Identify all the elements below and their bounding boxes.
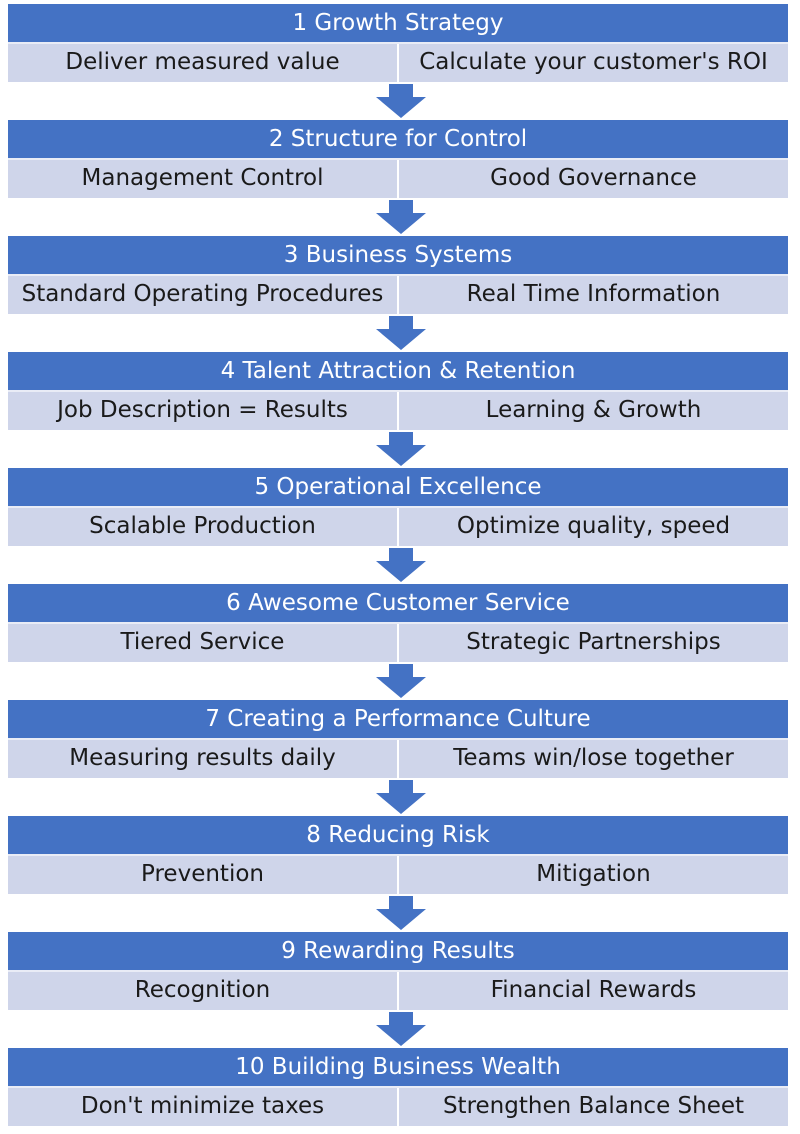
step-3-title: 3 Business Systems [8, 236, 788, 274]
step-3-right-item: Real Time Information [397, 274, 788, 314]
step-9-right-item: Financial Rewards [397, 970, 788, 1010]
step-5-left-item: Scalable Production [89, 513, 316, 539]
step-6-left-item: Tiered Service [120, 629, 285, 655]
down-arrow-icon [376, 432, 426, 466]
step-1-left-item: Deliver measured value [65, 49, 340, 75]
step-9-title: 9 Rewarding Results [8, 932, 788, 970]
step-4-right-item: Learning & Growth [397, 390, 788, 430]
step-7-left-item: Measuring results daily [69, 745, 336, 771]
down-arrow-icon [376, 316, 426, 350]
step-10 [8, 1048, 788, 1126]
step-5-title: 5 Operational Excellence [8, 468, 788, 506]
step-4 [8, 352, 788, 430]
step-9 [8, 932, 788, 1010]
step-6 [8, 584, 788, 662]
step-8-details [8, 854, 788, 894]
step-5-details [8, 506, 788, 546]
step-9-details [8, 970, 788, 1010]
step-6-title: 6 Awesome Customer Service [8, 584, 788, 622]
step-7-title: 7 Creating a Performance Culture [8, 700, 788, 738]
step-1-right-item: Calculate your customer's ROI [397, 42, 788, 82]
step-2-details [8, 158, 788, 198]
step-7 [8, 700, 788, 778]
step-4-title: 4 Talent Attraction & Retention [8, 352, 788, 390]
step-10-title: 10 Building Business Wealth [8, 1048, 788, 1086]
step-8 [8, 816, 788, 894]
step-10-details [8, 1086, 788, 1126]
business-growth-flow-diagram [8, 4, 788, 1126]
step-7-details [8, 738, 788, 778]
step-3 [8, 236, 788, 314]
step-10-left-item: Don't minimize taxes [80, 1093, 325, 1119]
step-3-details [8, 274, 788, 314]
down-arrow-icon [376, 200, 426, 234]
step-6-right-item: Strategic Partnerships [397, 622, 788, 662]
step-2-right-item: Good Governance [397, 158, 788, 198]
down-arrow-icon [376, 664, 426, 698]
down-arrow-icon [376, 1012, 426, 1046]
step-1 [8, 4, 788, 82]
step-8-left-item: Prevention [141, 861, 264, 887]
down-arrow-icon [376, 548, 426, 582]
step-5-right-item: Optimize quality, speed [397, 506, 788, 546]
step-2-title: 2 Structure for Control [8, 120, 788, 158]
down-arrow-icon [376, 780, 426, 814]
step-1-details [8, 42, 788, 82]
down-arrow-icon [376, 896, 426, 930]
step-2 [8, 120, 788, 198]
step-1-title: 1 Growth Strategy [8, 4, 788, 42]
step-5 [8, 468, 788, 546]
step-9-left-item: Recognition [134, 977, 271, 1003]
step-2-left-item: Management Control [81, 165, 324, 191]
step-7-right-item: Teams win/lose together [397, 738, 788, 778]
down-arrow-icon [376, 84, 426, 118]
step-4-details [8, 390, 788, 430]
step-8-right-item: Mitigation [397, 854, 788, 894]
step-6-details [8, 622, 788, 662]
step-3-left-item: Standard Operating Procedures [21, 281, 384, 307]
step-10-right-item: Strengthen Balance Sheet [397, 1086, 788, 1126]
step-4-left-item: Job Description = Results [57, 397, 348, 423]
step-8-title: 8 Reducing Risk [8, 816, 788, 854]
